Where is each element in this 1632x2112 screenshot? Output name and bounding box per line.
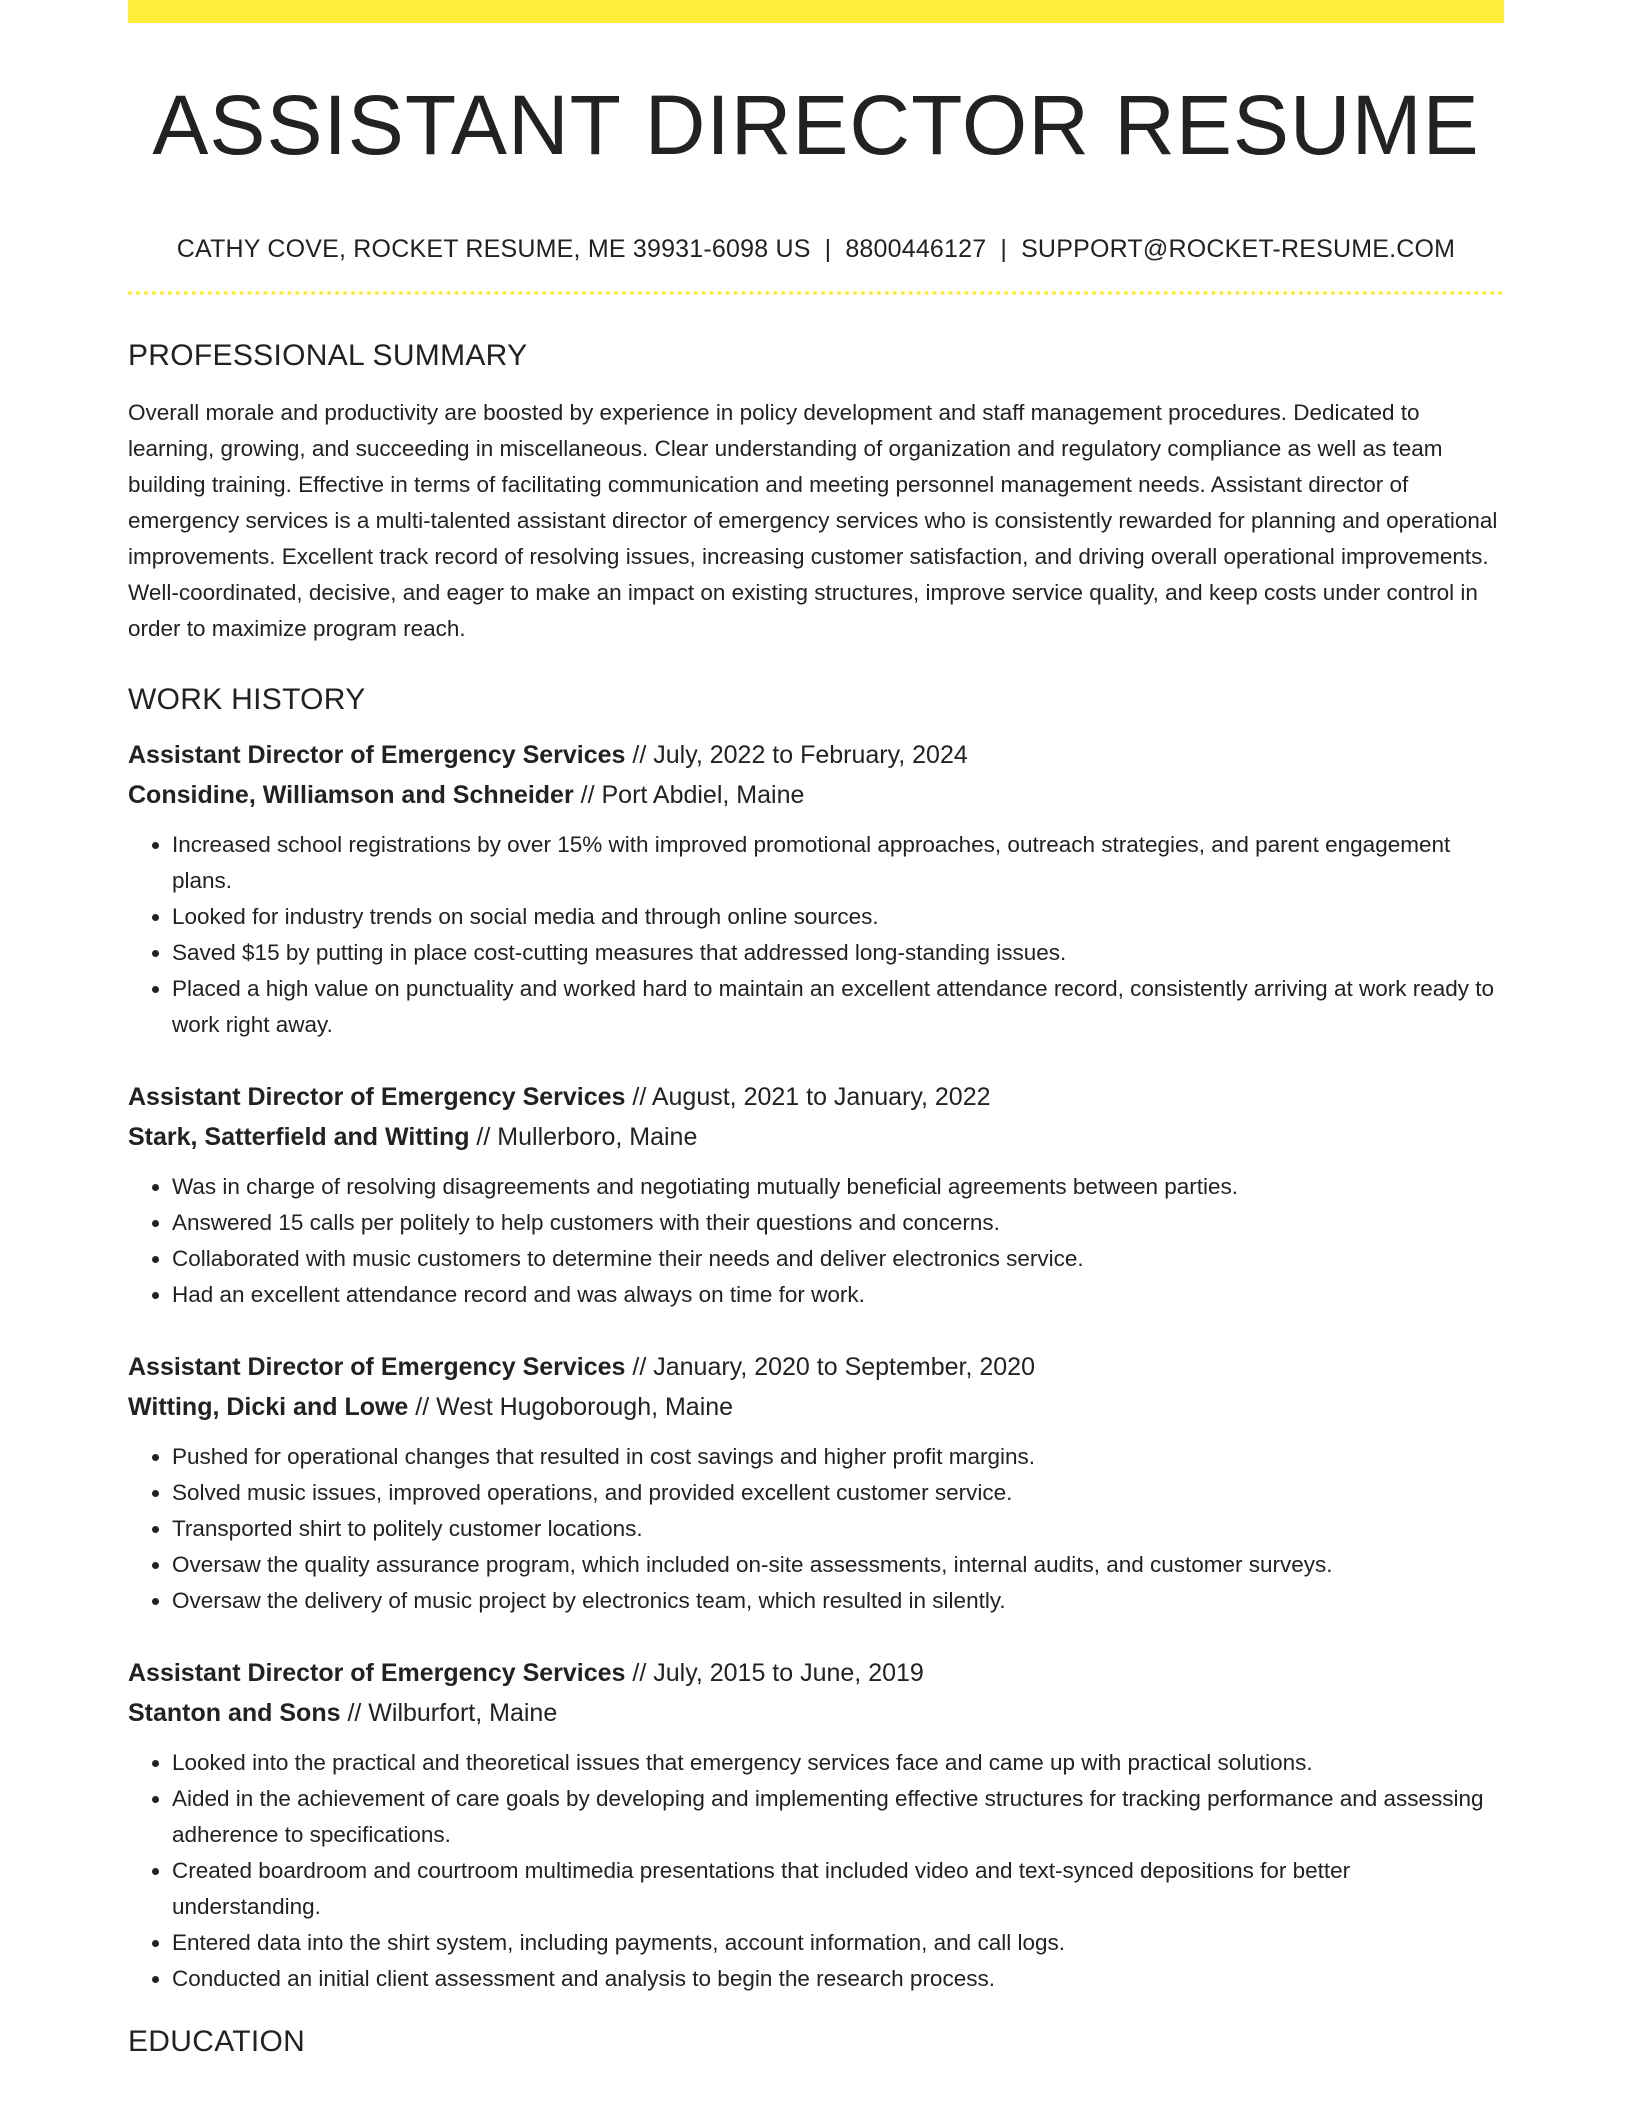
job-bullet-list: [128, 1169, 1504, 1313]
job-separator: //: [408, 1393, 437, 1421]
resume-page: [128, 0, 1504, 2059]
job-bullet: • Aided in the achievement of care goals by developing and implementing effective structures for tracking performance and assessing adherence to specifications.: [172, 1781, 1504, 1853]
job-location: Mullerboro, Maine: [497, 1123, 698, 1151]
contact-line: [128, 235, 1504, 264]
job-bullet: • Created boardroom and courtroom multimedia presentations that included video and text-synced depositions for better understanding.: [172, 1853, 1504, 1925]
job-separator: //: [469, 1123, 498, 1151]
work-history-heading: WORK HISTORY: [128, 683, 366, 716]
job-separator: //: [340, 1699, 369, 1727]
job-title-line: [128, 1077, 1504, 1117]
job-separator: //: [625, 1659, 654, 1687]
job-bullet: • Increased school registrations by over 15% with improved promotional approaches, outreach strategies, and parent engagement plans.: [172, 827, 1504, 899]
header-divider: [128, 291, 1504, 295]
summary-heading: PROFESSIONAL SUMMARY: [128, 339, 528, 372]
job-dates: August, 2021 to January, 2022: [651, 1083, 991, 1111]
job-bullet: • Transported shirt to politely customer locations.: [172, 1511, 1504, 1547]
job-bullet: • Looked for industry trends on social media and through online sources.: [172, 899, 1504, 935]
job-entry: [128, 1653, 1504, 1997]
job-title: Assistant Director of Emergency Services: [128, 1083, 626, 1111]
job-bullet: • Collaborated with music customers to determine their needs and deliver electronics service.: [172, 1241, 1504, 1277]
job-entry: [128, 1347, 1504, 1619]
work-history-list: [128, 735, 1504, 1997]
job-company: Considine, Williamson and Schneider: [128, 781, 574, 809]
top-accent-bar: [128, 0, 1504, 23]
education-heading: EDUCATION: [128, 2025, 306, 2058]
job-company-line: [128, 1387, 1504, 1427]
job-location: Port Abdiel, Maine: [601, 781, 805, 809]
job-entry: [128, 735, 1504, 1043]
job-entry: [128, 1077, 1504, 1313]
job-title-line: [128, 1653, 1504, 1693]
job-location: West Hugoborough, Maine: [436, 1393, 734, 1421]
job-company: Stanton and Sons: [128, 1699, 341, 1727]
job-bullet: • Was in charge of resolving disagreements and negotiating mutually beneficial agreements between parties.: [172, 1169, 1504, 1205]
job-bullet: • Placed a high value on punctuality and worked hard to maintain an excellent attendance record, consistently arriving at work ready to work right away.: [172, 971, 1504, 1043]
job-title-line: [128, 735, 1504, 775]
job-title: Assistant Director of Emergency Services: [128, 741, 626, 769]
job-bullet: • Had an excellent attendance record and was always on time for work.: [172, 1277, 1504, 1313]
job-bullet: • Pushed for operational changes that resulted in cost savings and higher profit margins.: [172, 1439, 1504, 1475]
contact-phone: 8800446127: [845, 235, 987, 263]
job-separator: //: [625, 1353, 654, 1381]
job-bullet: • Looked into the practical and theoretical issues that emergency services face and came up with practical solutions.: [172, 1745, 1504, 1781]
job-bullet: • Entered data into the shirt system, including payments, account information, and call logs.: [172, 1925, 1504, 1961]
job-bullet-list: [128, 827, 1504, 1043]
page-title: ASSISTANT DIRECTOR RESUME: [152, 78, 1480, 172]
summary-text: Overall morale and productivity are boosted by experience in policy development and staff management procedures. Dedicated to learning, growing, and succeeding in miscellaneous. Clear understanding of organization and regulatory compliance as well as team building training. Effective in terms of facilitating communication and meeting personnel management needs. Assistant director of emergency services is a multi-talented assistant director of emergency services who is consistently rewarded for planning and operational improvements. Excellent track record of resolving issues, increasing customer satisfaction, and driving overall operational improvements. Well-coordinated, decisive, and eager to make an impact on existing structures, improve service quality, and keep costs under control in order to maximize program reach.: [128, 400, 1498, 641]
job-bullet: • Solved music issues, improved operations, and provided excellent customer service.: [172, 1475, 1504, 1511]
job-company: Witting, Dicki and Lowe: [128, 1393, 409, 1421]
job-title-line: [128, 1347, 1504, 1387]
job-bullet: • Saved $15 by putting in place cost-cutting measures that addressed long-standing issues.: [172, 935, 1504, 971]
job-dates: January, 2020 to September, 2020: [653, 1353, 1035, 1381]
job-separator: //: [573, 781, 602, 809]
contact-email: SUPPORT@ROCKET-RESUME.COM: [1021, 235, 1456, 263]
job-bullet-list: [128, 1745, 1504, 1997]
contact-address: CATHY COVE, ROCKET RESUME, ME 39931-6098 US: [176, 235, 811, 263]
job-separator: //: [625, 741, 654, 769]
job-location: Wilburfort, Maine: [368, 1699, 558, 1727]
job-title: Assistant Director of Emergency Services: [128, 1659, 626, 1687]
job-company-line: [128, 775, 1504, 815]
job-bullet: • Answered 15 calls per politely to help customers with their questions and concerns.: [172, 1205, 1504, 1241]
job-dates: July, 2015 to June, 2019: [653, 1659, 924, 1687]
job-company: Stark, Satterfield and Witting: [128, 1123, 470, 1151]
contact-separator: |: [824, 235, 832, 263]
contact-separator: |: [1000, 235, 1008, 263]
job-company-line: [128, 1693, 1504, 1733]
job-bullet: • Conducted an initial client assessment and analysis to begin the research process.: [172, 1961, 1504, 1997]
job-bullet: • Oversaw the delivery of music project by electronics team, which resulted in silently.: [172, 1583, 1504, 1619]
job-company-line: [128, 1117, 1504, 1157]
job-bullet-list: [128, 1439, 1504, 1619]
job-title: Assistant Director of Emergency Services: [128, 1353, 626, 1381]
job-separator: //: [625, 1083, 652, 1111]
job-bullet: • Oversaw the quality assurance program, which included on-site assessments, internal audits, and customer surveys.: [172, 1547, 1504, 1583]
job-dates: July, 2022 to February, 2024: [653, 741, 968, 769]
